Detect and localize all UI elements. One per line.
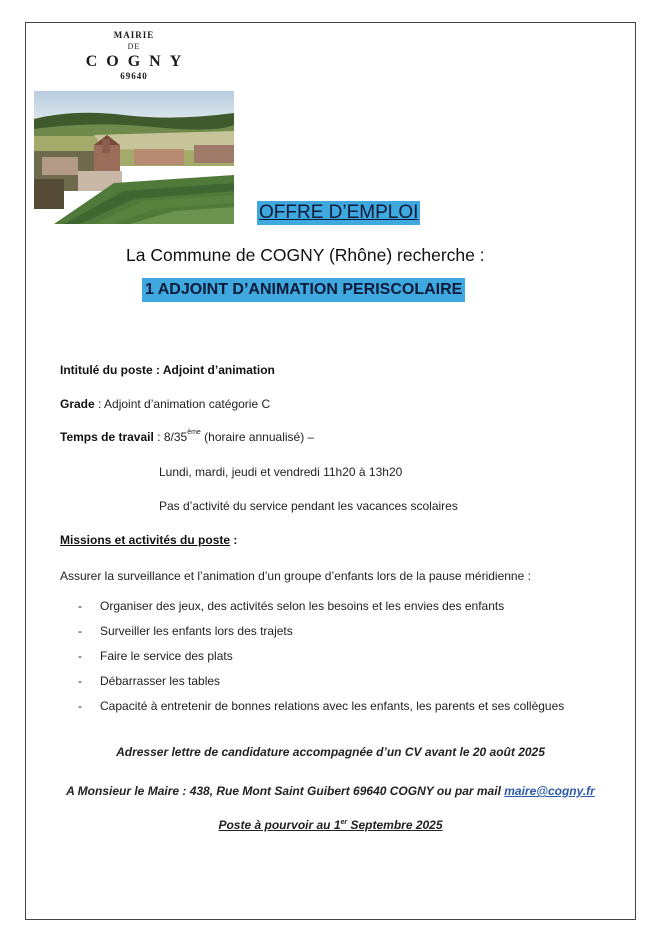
list-item-text: Débarrasser les tables xyxy=(100,674,221,688)
dash-bullet: - xyxy=(78,624,82,638)
missions-heading-row xyxy=(60,532,237,548)
dash-bullet: - xyxy=(78,599,82,613)
intitule-row xyxy=(60,362,275,378)
list-item-text: Organiser des jeux, des activités selon les besoins et les envies des enfants xyxy=(100,599,505,613)
dash-bullet: - xyxy=(78,649,82,663)
position-title: 1 ADJOINT D’ANIMATION PERISCOLAIRE xyxy=(142,278,465,302)
job-offer-title: OFFRE D’EMPLOI xyxy=(259,202,419,223)
mairie-line: MAIRIE xyxy=(113,30,155,40)
list-item-text: Surveiller les enfants lors des trajets xyxy=(100,624,293,638)
commune-subtitle: La Commune de COGNY (Rhône) recherche : xyxy=(126,245,485,265)
list-item-text: Faire le service des plats xyxy=(100,649,233,663)
address-line xyxy=(25,783,636,799)
missions-heading-suffix: : xyxy=(230,533,238,547)
start-date-line xyxy=(25,815,636,833)
grade-value: : Adjoint d’animation catégorie C xyxy=(94,397,271,411)
commune-name: COGNY xyxy=(85,53,191,70)
schedule-days: Lundi, mardi, jeudi et vendredi 11h20 à 13h20 xyxy=(159,465,403,479)
temps-label: Temps de travail xyxy=(60,430,154,444)
mairie-logo xyxy=(62,30,206,82)
intitule-text: Intitulé du poste : Adjoint d’animation xyxy=(60,363,275,377)
grade-label: Grade xyxy=(60,397,95,411)
temps-value: : 8/35 xyxy=(153,430,188,444)
address-text: A Monsieur le Maire : 438, Rue Mont Saint Guibert 69640 COGNY ou par mail xyxy=(66,784,505,798)
temps-row xyxy=(60,429,314,445)
missions-intro: Assurer la surveillance et l’animation d’un groupe d’enfants lors de la pause méridienne : xyxy=(60,569,531,583)
start-date-rest: Septembre 2025 xyxy=(347,818,443,832)
postal-code: 69640 xyxy=(120,71,148,81)
application-instructions: Adresser lettre de candidature accompagnée d’un CV avant le 20 août 2025 xyxy=(116,745,545,759)
start-date-text: Poste à pourvoir au 1 xyxy=(218,818,341,832)
grade-row xyxy=(60,396,270,412)
missions-heading: Missions et activités du poste xyxy=(60,533,231,547)
temps-value-rest: (horaire annualisé) – xyxy=(200,430,315,444)
schedule-note: Pas d’activité du service pendant les vacances scolaires xyxy=(159,499,458,513)
temps-superscript: ème xyxy=(187,429,201,436)
dash-bullet: - xyxy=(78,699,82,713)
village-photo xyxy=(34,91,234,224)
list-item-text: Capacité à entretenir de bonnes relations avec les enfants, les parents et ses collègues xyxy=(100,699,565,713)
mairie-de-line: DE xyxy=(127,42,141,51)
email-link[interactable]: maire@cogny.fr xyxy=(504,784,595,798)
dash-bullet: - xyxy=(78,674,82,688)
start-date-superscript: er xyxy=(340,819,348,826)
